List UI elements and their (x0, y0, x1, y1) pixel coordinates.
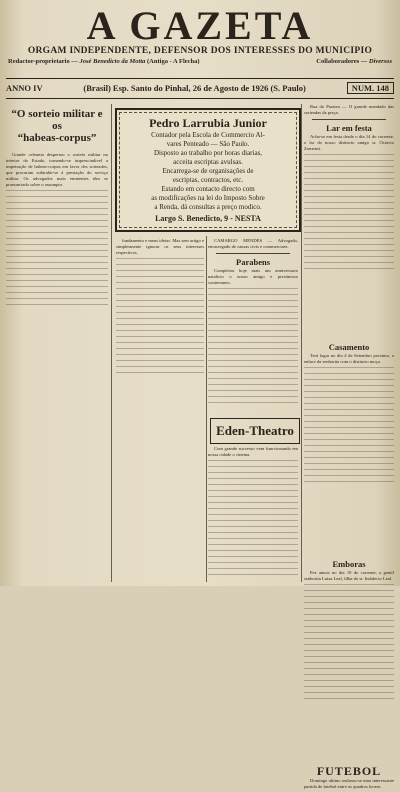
column-4 (304, 104, 394, 792)
issue-year: ANNO IV (6, 83, 43, 93)
article-text-block (116, 258, 204, 378)
article-text-block (304, 367, 394, 487)
article-body: Grande celeuma despertou o sorteio militar no interior do Estado, tornando-se imprescindivel a impetração de habeas-corpus em favor dos sorteados, que procuram subtrahir-se á prestação do serviço militar. Os advogados mais eminentes têm se pronunciado sobre o assumpto. (6, 152, 108, 187)
article-title-line: “O sorteio militar e os (11, 108, 103, 132)
article-body: Terá logar no dia 4 de Setembro proximo, o enlace da senhorita com o distincto moço. (304, 353, 394, 364)
article-text-block (304, 584, 394, 704)
section-heading-emboras: Emboras (332, 559, 366, 569)
article-title (6, 108, 108, 144)
issue-number: NUM. 148 (347, 82, 394, 94)
ad-line: Disposto ao trabalho por horas diarias, (153, 149, 263, 157)
column-divider (206, 236, 207, 582)
ad-name: Pedro Larrubia Junior (149, 116, 267, 130)
ad-line: a Renda, dá consultas a preço modico. (154, 203, 262, 211)
collab-value: Diversos (368, 58, 392, 65)
section-heading-futebol: FUTEBOL (316, 764, 382, 778)
editor-label: Redactor-proprietario (8, 58, 70, 65)
column-divider (111, 104, 112, 582)
article-body: Acha-se em festa desde o dia 14 do corrente, o lar do nosso distincto amigo sr. Octavio Zomensi. (304, 134, 394, 151)
article-text-block (208, 288, 298, 408)
column-3 (208, 238, 298, 410)
column-divider (301, 104, 302, 582)
column-2 (116, 238, 204, 380)
issue-place-date: (Brasil) Esp. Santo do Pinhal, 26 de Agosto de 1926 (S. Paulo) (83, 83, 306, 93)
article-body: fundamento e meus ideias. Mas sem artigo e simplesmente ignorar os seus interesses respectivos. (116, 238, 204, 255)
notice-text: CAMARGO MENDES — Advogado, encarregado de causas civis e commerciaes. (208, 238, 298, 249)
ad-line: Encarrega-se de organisações de (162, 167, 254, 175)
article-body: Fez annos no dia 19 do corrente, a gentil senhorita Luiza Leal, filha do sr. Indalecio Leal. (304, 570, 394, 581)
masthead-rule-bottom (6, 98, 394, 99)
editor-alias: (Antiga - A Flecha) (147, 58, 200, 65)
ad-line: escriptas, contractos, etc. (172, 176, 244, 184)
eden-theatro-heading: Eden-Theatro (210, 418, 300, 444)
article-title-line: “habeas-corpus” (17, 132, 97, 144)
article-text-block (208, 460, 298, 580)
article-text-block (6, 190, 108, 310)
editor-info: Redactor-proprietario — José Benedicto da Motta (Antiga - A Flecha) (8, 58, 200, 65)
section-heading-casamento: Casamento (328, 342, 370, 352)
section-heading-parabens: Parabens (236, 257, 270, 267)
ad-line: Estando em contacto directo com (161, 185, 255, 193)
collab-info: Collaboradores — Diversos (316, 58, 392, 65)
article-body: Domingo ultimo realizou-se uma interessante partida de futebol entre os quadros locaes. (304, 778, 394, 789)
ad-line: vares Penteado — São Paulo. (166, 140, 250, 148)
article-body: Com grande successo vem funccionando em nossa cidade o cinema. (208, 446, 298, 457)
advertisement-box (115, 108, 301, 232)
divider (216, 253, 290, 254)
article-text-block (304, 154, 394, 274)
eden-article (208, 446, 298, 582)
ad-line: acceita escriptas avulsas. (173, 158, 243, 166)
column-1 (6, 104, 108, 312)
ad-line: Contador pela Escola de Commercio Al- (151, 131, 265, 139)
article-body: Completou hoje mais um anniversario natalicio o nosso amigo e prestimoso conterraneo. (208, 268, 298, 285)
divider (312, 119, 386, 120)
masthead-rule-top (6, 78, 394, 79)
newspaper-subtitle: ORGAM INDEPENDENTE, DEFENSOR DOS INTERESSES DO MUNICIPIO (27, 46, 373, 56)
collab-label: Collaboradores (316, 58, 360, 65)
newspaper-title: A GAZETA (86, 3, 314, 48)
section-heading-lar-em-festa: Lar em festa (326, 123, 372, 133)
staff-line (8, 58, 392, 65)
article-body: Rua do Paraizo — O grande mandado das sorteadas da praça. (304, 104, 394, 115)
issue-bar (6, 80, 394, 96)
ad-line: as modificações na lei do Imposto Sobre (151, 194, 265, 202)
editor-name: José Benedicto da Motta (79, 58, 146, 65)
ad-address: Largo S. Benedicto, 9 - NESTA (155, 214, 261, 223)
